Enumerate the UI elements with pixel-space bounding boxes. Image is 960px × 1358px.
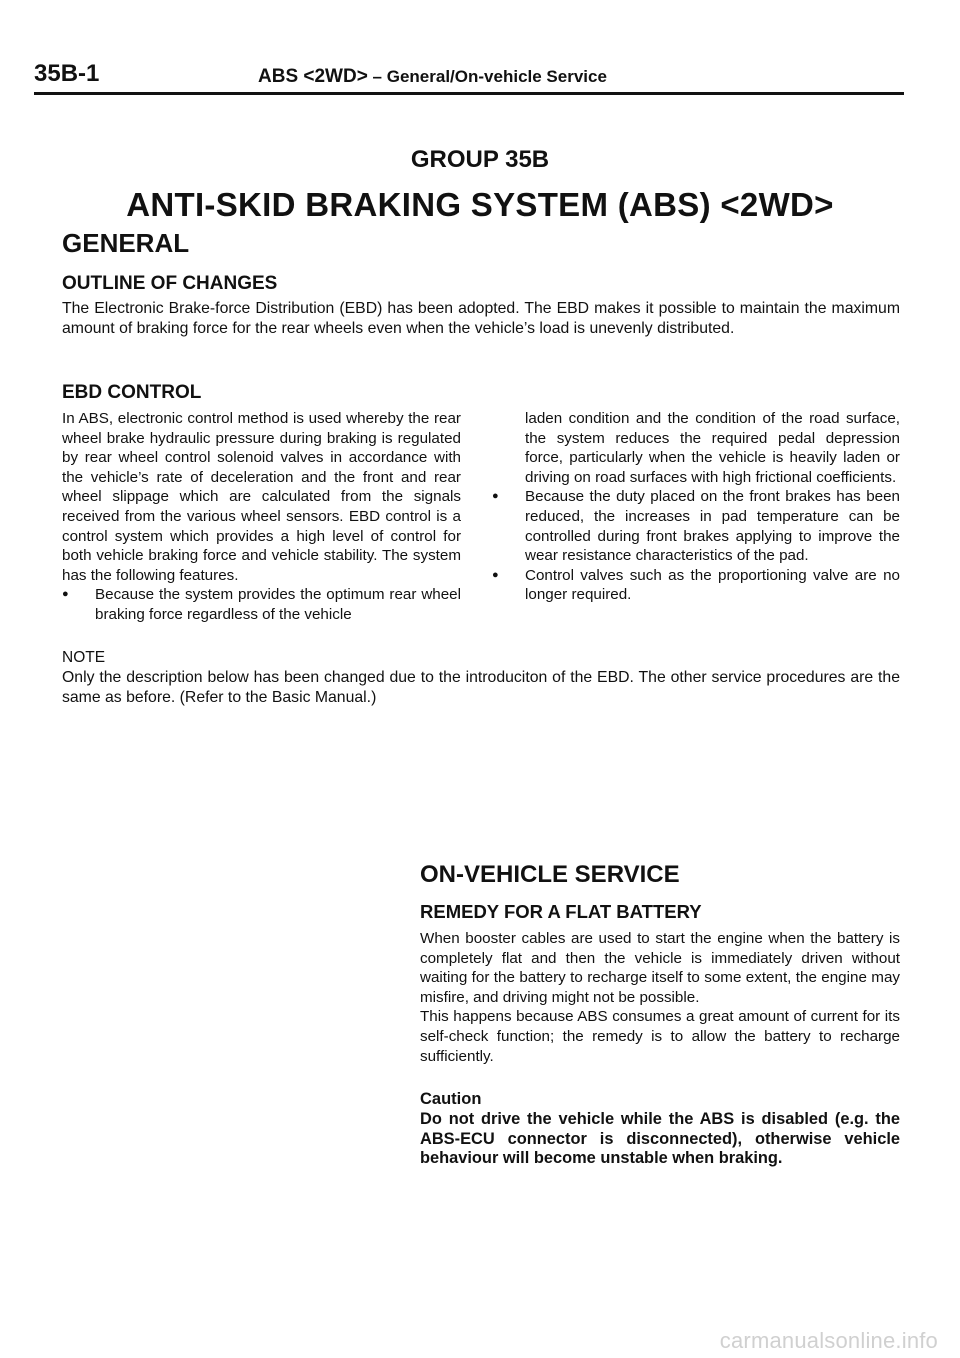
outline-paragraph: The Electronic Brake-force Distribution (EBD) has been adopted. The EBD makes it possible to maintain the maximum amount of braking force for the rear wheels even when the vehicle’s load is unevenly distributed.: [62, 300, 900, 337]
header-section-abs: ABS <2WD>: [258, 66, 368, 87]
watermark: carmanualsonline.info: [719, 1328, 938, 1353]
header-rule: [34, 92, 904, 95]
outline-heading: OUTLINE OF CHANGES: [62, 273, 278, 294]
ebd-bullet-2: ● Because the duty placed on the front brakes has been reduced, the increases in pad temperature can be controlled during front brakes applying to improve the wear resistance characteristics of the pad.: [492, 487, 900, 565]
ebd-bullets-right: [492, 487, 900, 605]
ebd-intro-paragraph: In ABS, electronic control method is used whereby the rear wheel brake hydraulic pressure during braking is regulated by rear wheel control solenoid valves in accordance with the vehicle’s rate of deceleration and the front and rear wheel slippage which are calculated from the signals received from the various wheel sensors. EBD control is a control system which provides a high level of control for both vehicle braking force and vehicle stability. The system has the following features.: [62, 410, 461, 584]
main-title: ANTI-SKID BRAKING SYSTEM (ABS) <2WD>: [126, 186, 834, 223]
ebd-left-column: [62, 409, 461, 625]
note-text: Only the description below has been changed due to the introduciton of the EBD. The other service procedures are the same as before. (Refer to the Basic Manual.): [62, 669, 900, 706]
ebd-bullets-left: [62, 585, 461, 624]
caution-label: Caution: [420, 1090, 482, 1108]
group-label: GROUP 35B: [410, 146, 550, 173]
header-dash: –: [372, 67, 383, 86]
remedy-paragraph-1: When booster cables are used to start the engine when the battery is completely flat and then the vehicle is immediately driven without waiting for the battery to recharge itself to some extent, the engine may misfire, and driving might not be possible.: [420, 930, 900, 1006]
ebd-bullet-1: ● Because the system provides the optimum rear wheel braking force regardless of the vehicle: [62, 585, 461, 624]
remedy-body: [420, 929, 900, 1066]
on-vehicle-heading: ON-VEHICLE SERVICE: [420, 861, 680, 888]
remedy-heading: REMEDY FOR A FLAT BATTERY: [420, 901, 702, 922]
caution-text: Do not drive the vehicle while the ABS is disabled (e.g. the ABS-ECU connector is disconnected), otherwise vehicle behaviour will become unstable when braking.: [420, 1110, 900, 1167]
general-heading: GENERAL: [62, 228, 190, 258]
ebd-right-column: [492, 409, 900, 605]
ebd-bullet-1-continued: laden condition and the condition of the road surface, the system reduces the required pedal depression force, particularly when the vehicle is heavily laden or driving on road surfaces with high frictional coefficients.: [525, 410, 900, 486]
remedy-paragraph-2: This happens because ABS consumes a great amount of current for its self-check function; the remedy is to allow the battery to recharge sufficiently.: [420, 1008, 900, 1065]
note-label: NOTE: [62, 649, 106, 666]
ebd-heading: EBD CONTROL: [62, 382, 202, 403]
page-number: 35B-1: [34, 60, 100, 87]
header-section-rest: General/On-vehicle Service: [386, 67, 607, 86]
ebd-bullet-3: ● Control valves such as the proportioning valve are no longer required.: [492, 566, 900, 605]
running-header: [258, 66, 607, 88]
